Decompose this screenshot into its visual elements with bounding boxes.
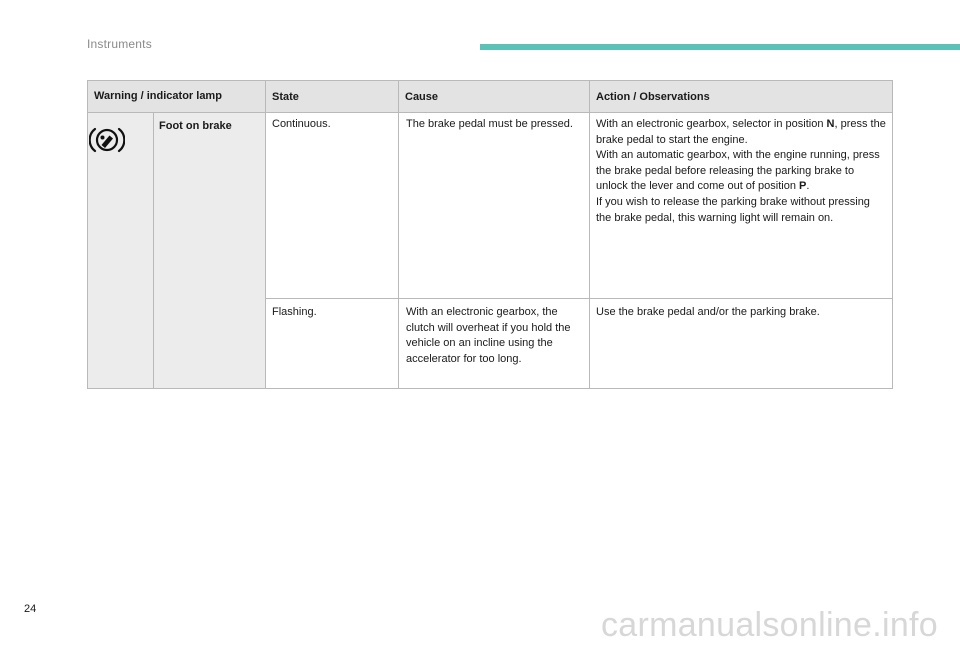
action-cell bbox=[590, 113, 893, 299]
action-text: . bbox=[806, 180, 810, 193]
gear-position-n: N bbox=[826, 118, 835, 130]
column-header-lamp: Warning / indicator lamp bbox=[88, 81, 266, 113]
lamp-name: Foot on brake bbox=[154, 113, 266, 389]
cause-cell: With an electronic gearbox, the clutch will overheat if you hold the vehicle on an incline using the accelerator for too long. bbox=[399, 299, 590, 389]
action-text: With an electronic gearbox, selector in position bbox=[596, 118, 827, 130]
warning-lamp-table bbox=[87, 80, 893, 389]
state-cell: Continuous. bbox=[266, 113, 399, 299]
table-header-row bbox=[88, 81, 893, 113]
column-header-state: State bbox=[266, 81, 399, 113]
action-text: If you wish to release the parking brake without pressing the brake pedal, this warning light will remain on. bbox=[596, 195, 870, 224]
cause-cell: The brake pedal must be pressed. bbox=[399, 113, 590, 299]
column-header-cause: Cause bbox=[399, 81, 590, 113]
foot-on-brake-icon bbox=[89, 125, 125, 155]
page-number: 24 bbox=[24, 603, 37, 615]
action-cell: Use the brake pedal and/or the parking brake. bbox=[590, 299, 893, 389]
state-cell: Flashing. bbox=[266, 299, 399, 389]
section-accent-bar bbox=[480, 44, 960, 50]
column-header-action: Action / Observations bbox=[590, 81, 893, 113]
lamp-icon-cell bbox=[88, 113, 154, 389]
watermark: carmanualsonline.info bbox=[600, 606, 938, 644]
action-text: , press the brake pedal to start the engine. bbox=[596, 118, 886, 146]
table-row bbox=[88, 113, 893, 299]
gear-position-p: P bbox=[799, 180, 807, 193]
action-text: With an automatic gearbox, with the engine running, press the brake pedal before releasing the parking brake to unlock the lever and come out of position bbox=[596, 149, 880, 193]
section-title: Instruments bbox=[87, 37, 152, 51]
